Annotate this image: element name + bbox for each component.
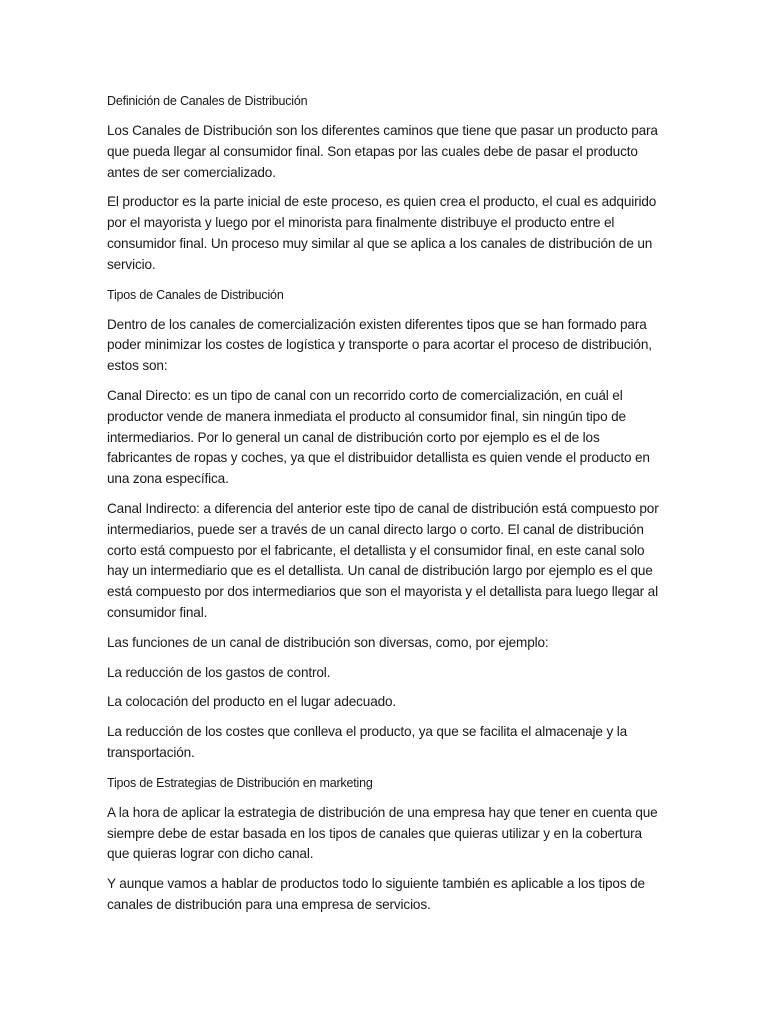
paragraph-tipos-intro: Dentro de los canales de comercialización existen diferentes tipos que se han formado para poder minimizar los costes de logística y transporte o para acortar el proceso de distribución, estos son: — [107, 316, 652, 374]
paragraph-definicion: Los Canales de Distribución son los diferentes caminos que tiene que pasar un producto para que pueda llegar al consumidor final. Son etapas por las cuales debe de pasar el producto antes de ser comercializado. — [107, 123, 658, 180]
paragraph-estrategia: A la hora de aplicar la estrategia de distribución de una empresa hay que tener en cuenta que siempre debe de estar basada en los tipos de canales que quieras utilizar y en la cobertura que quieras lograr con dicho canal. — [107, 804, 658, 862]
paragraph-servicios: Y aunque vamos a hablar de productos todo lo siguiente también es aplicable a los tipos de canales de distribución para una empresa de servicios. — [107, 876, 645, 912]
paragraph-funciones: Las funciones de un canal de distribución son diversas, como, por ejemplo: — [107, 634, 549, 650]
paragraph-canal-indirecto: Canal Indirecto: a diferencia del anterior este tipo de canal de distribución está compuesto por intermediarios, puede ser a través de un canal directo largo o corto. El canal de distribución corto está compuesto por el fabricante, el detallista y el consumidor final, en este canal solo hay un intermediario que es el detallista. Un canal de distribución largo por ejemplo es el que está compuesto por dos intermediarios que son el mayorista y el detallista para luego llegar al consumidor final. — [107, 500, 659, 620]
list-item-funcion-2: La colocación del producto en el lugar adecuado. — [107, 694, 397, 710]
list-item-funcion-3: La reducción de los costes que conlleva el producto, ya que se facilita el almacenaje y la transportación. — [107, 724, 627, 760]
paragraph-productor: El productor es la parte inicial de este proceso, es quien crea el producto, el cual es adquirido por el mayorista y luego por el minorista para finalmente distribuye el producto entre el consumidor final. Un proceso muy similar al que se aplica a los canales de distribución de un servicio. — [107, 194, 657, 272]
section-heading-estrategias: Tipos de Estrategias de Distribución en marketing — [107, 775, 373, 790]
paragraph-canal-directo: Canal Directo: es un tipo de canal con un recorrido corto de comercialización, en cuál el productor vende de manera inmediata el producto al consumidor final, sin ningún tipo de intermediarios. Por lo general un canal de distribución corto por ejemplo es el de los fabricantes de ropas y coches, ya que el distribuidor detallista es quien vende el producto en una zona específica. — [107, 387, 650, 487]
section-heading-definicion: Definición de Canales de Distribución — [107, 94, 308, 108]
document-page — [107, 93, 667, 925]
section-heading-tipos-canales: Tipos de Canales de Distribución — [107, 287, 284, 302]
list-item-funcion-1: La reducción de los gastos de control. — [107, 664, 331, 680]
